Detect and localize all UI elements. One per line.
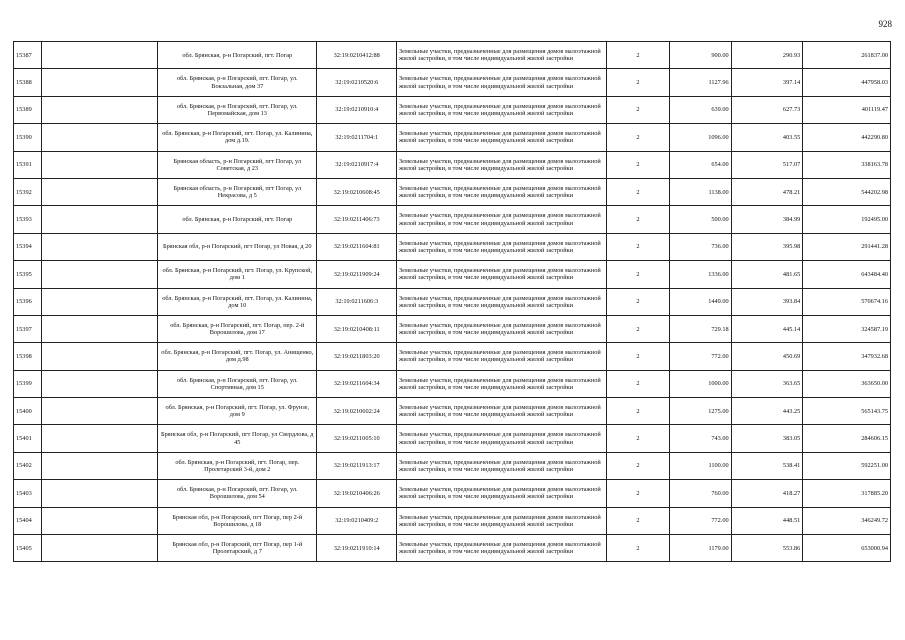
row-number-cell: 15393: [14, 206, 42, 233]
cadastral-value-cell: 570674.16: [803, 288, 891, 315]
empty-cell: [42, 480, 158, 507]
address-cell: обл. Брянская, р-н Погарский, пгт. Погар, ул. Вокзальная, дом 37: [158, 69, 317, 96]
address-cell: Брянская обл, р-н Погарский, пгт Погар, ул Свердлова, д 45: [158, 425, 317, 452]
table-row: [14, 151, 891, 178]
table-row: [14, 206, 891, 233]
row-number-cell: 15396: [14, 288, 42, 315]
category-cell: 2: [606, 370, 670, 397]
land-use-cell: Земельные участки, предназначенные для размещения домов малоэтажной жилой застройки, в том числе индивидуальной жилой застройки: [397, 480, 607, 507]
cadastral-number-cell: 32:19:0211606:3: [317, 288, 397, 315]
land-use-cell: Земельные участки, предназначенные для размещения домов малоэтажной жилой застройки, в том числе индивидуальной жилой застройки: [397, 42, 607, 69]
empty-cell: [42, 535, 158, 562]
rate-cell: 395.98: [731, 233, 803, 260]
address-cell: Брянская обл, р-н Погарский, пгт Погар, ул Новая, д 20: [158, 233, 317, 260]
rate-cell: 393.84: [731, 288, 803, 315]
category-cell: 2: [606, 178, 670, 205]
category-cell: 2: [606, 398, 670, 425]
area-cell: 1138.00: [670, 178, 731, 205]
category-cell: 2: [606, 96, 670, 123]
cadastral-value-cell: 261837.00: [803, 42, 891, 69]
cadastral-number-cell: 32:19:0211005:10: [317, 425, 397, 452]
empty-cell: [42, 343, 158, 370]
row-number-cell: 15392: [14, 178, 42, 205]
rate-cell: 397.14: [731, 69, 803, 96]
land-use-cell: Земельные участки, предназначенные для размещения домов малоэтажной жилой застройки, в том числе индивидуальной жилой застройки: [397, 315, 607, 342]
rate-cell: 553.86: [731, 535, 803, 562]
land-use-cell: Земельные участки, предназначенные для размещения домов малоэтажной жилой застройки, в том числе индивидуальной жилой застройки: [397, 261, 607, 288]
address-cell: обл. Брянская, р-н Погарский, пгт. Погар, ул. Крупской, дом 1: [158, 261, 317, 288]
table-row: [14, 425, 891, 452]
land-use-cell: Земельные участки, предназначенные для размещения домов малоэтажной жилой застройки, в том числе индивидуальной жилой застройки: [397, 96, 607, 123]
cadastral-value-cell: 544202.98: [803, 178, 891, 205]
area-cell: 772.00: [670, 343, 731, 370]
empty-cell: [42, 398, 158, 425]
address-cell: обл. Брянская, р-н Погарский, пгт. Погар, ул. Ворошилова, дом 54: [158, 480, 317, 507]
row-number-cell: 15400: [14, 398, 42, 425]
empty-cell: [42, 315, 158, 342]
cadastral-number-cell: 32:19:0211913:17: [317, 452, 397, 479]
cadastral-value-cell: 317885.20: [803, 480, 891, 507]
table-row: [14, 288, 891, 315]
category-cell: 2: [606, 151, 670, 178]
category-cell: 2: [606, 425, 670, 452]
empty-cell: [42, 370, 158, 397]
area-cell: 639.00: [670, 96, 731, 123]
category-cell: 2: [606, 206, 670, 233]
land-use-cell: Земельные участки, предназначенные для размещения домов малоэтажной жилой застройки, в том числе индивидуальной жилой застройки: [397, 425, 607, 452]
area-cell: 1000.00: [670, 370, 731, 397]
cadastral-number-cell: 32:19:0210520:6: [317, 69, 397, 96]
empty-cell: [42, 42, 158, 69]
cadastral-value-cell: 653000.94: [803, 535, 891, 562]
category-cell: 2: [606, 42, 670, 69]
cadastral-value-cell: 401119.47: [803, 96, 891, 123]
cadastral-number-cell: 32:19:0210910:4: [317, 96, 397, 123]
table-row: [14, 261, 891, 288]
category-cell: 2: [606, 315, 670, 342]
rate-cell: 384.99: [731, 206, 803, 233]
cadastral-number-cell: 32:19:0211803:20: [317, 343, 397, 370]
table-body: [14, 42, 891, 562]
land-use-cell: Земельные участки, предназначенные для размещения домов малоэтажной жилой застройки, в том числе индивидуальной жилой застройки: [397, 124, 607, 151]
row-number-cell: 15404: [14, 507, 42, 534]
category-cell: 2: [606, 535, 670, 562]
category-cell: 2: [606, 452, 670, 479]
category-cell: 2: [606, 288, 670, 315]
land-use-cell: Земельные участки, предназначенные для размещения домов малоэтажной жилой застройки, в том числе индивидуальной жилой застройки: [397, 233, 607, 260]
empty-cell: [42, 233, 158, 260]
rate-cell: 445.14: [731, 315, 803, 342]
address-cell: обл. Брянская, р-н Погарский, пгт. Погар, ул. Калинина, дом 10: [158, 288, 317, 315]
cadastral-number-cell: 32:19:0210608:45: [317, 178, 397, 205]
table-row: [14, 233, 891, 260]
category-cell: 2: [606, 261, 670, 288]
cadastral-value-cell: 643484.40: [803, 261, 891, 288]
category-cell: 2: [606, 480, 670, 507]
cadastral-value-cell: 291441.28: [803, 233, 891, 260]
address-cell: обл. Брянская, р-н Погарский, пгт. Погар, ул. Анищенко, дом д.98: [158, 343, 317, 370]
area-cell: 1100.00: [670, 452, 731, 479]
cadastral-number-cell: 32:19:0211604:81: [317, 233, 397, 260]
address-cell: Брянская обл, р-н Погарский, пгт Погар, пер 1-й Пролетарский, д 7: [158, 535, 317, 562]
row-number-cell: 15405: [14, 535, 42, 562]
table-row: [14, 452, 891, 479]
rate-cell: 443.25: [731, 398, 803, 425]
table-row: [14, 178, 891, 205]
row-number-cell: 15387: [14, 42, 42, 69]
land-use-cell: Земельные участки, предназначенные для размещения домов малоэтажной жилой застройки, в том числе индивидуальной жилой застройки: [397, 535, 607, 562]
address-cell: Брянская область, р-н Погарский, пгт Погар, ул Некрасова, д 5: [158, 178, 317, 205]
empty-cell: [42, 507, 158, 534]
table-row: [14, 535, 891, 562]
row-number-cell: 15388: [14, 69, 42, 96]
area-cell: 500.00: [670, 206, 731, 233]
table-row: [14, 343, 891, 370]
empty-cell: [42, 261, 158, 288]
row-number-cell: 15402: [14, 452, 42, 479]
area-cell: 772.00: [670, 507, 731, 534]
cadastral-number-cell: 32:19:0210602:24: [317, 398, 397, 425]
table-row: [14, 480, 891, 507]
empty-cell: [42, 425, 158, 452]
land-use-cell: Земельные участки, предназначенные для размещения домов малоэтажной жилой застройки, в том числе индивидуальной жилой застройки: [397, 398, 607, 425]
row-number-cell: 15389: [14, 96, 42, 123]
area-cell: 1275.00: [670, 398, 731, 425]
address-cell: обл. Брянская, р-н Погарский, пгт. Погар: [158, 42, 317, 69]
rate-cell: 290.93: [731, 42, 803, 69]
cadastral-value-cell: 565143.75: [803, 398, 891, 425]
table-row: [14, 42, 891, 69]
address-cell: обл. Брянская, р-н Погарский, пгт. Погар, ул. Фрунзе, дом 9: [158, 398, 317, 425]
cadastral-table: [13, 41, 891, 562]
category-cell: 2: [606, 124, 670, 151]
empty-cell: [42, 124, 158, 151]
table-row: [14, 124, 891, 151]
area-cell: 729.18: [670, 315, 731, 342]
cadastral-number-cell: 32:19:0211604:34: [317, 370, 397, 397]
empty-cell: [42, 178, 158, 205]
area-cell: 900.00: [670, 42, 731, 69]
category-cell: 2: [606, 507, 670, 534]
row-number-cell: 15403: [14, 480, 42, 507]
rate-cell: 363.65: [731, 370, 803, 397]
table-row: [14, 507, 891, 534]
cadastral-number-cell: 32:19:0210409:2: [317, 507, 397, 534]
empty-cell: [42, 151, 158, 178]
area-cell: 1179.00: [670, 535, 731, 562]
address-cell: Брянская область, р-н Погарский, пгт Погар, ул Советская, д 23: [158, 151, 317, 178]
cadastral-value-cell: 363650.00: [803, 370, 891, 397]
cadastral-value-cell: 192495.00: [803, 206, 891, 233]
row-number-cell: 15391: [14, 151, 42, 178]
land-use-cell: Земельные участки, предназначенные для размещения домов малоэтажной жилой застройки, в том числе индивидуальной жилой застройки: [397, 69, 607, 96]
rate-cell: 383.05: [731, 425, 803, 452]
cadastral-number-cell: 32:19:0210406:26: [317, 480, 397, 507]
cadastral-number-cell: 32:19:0211909:24: [317, 261, 397, 288]
cadastral-number-cell: 32:19:0211704:1: [317, 124, 397, 151]
table-row: [14, 315, 891, 342]
page-number: 928: [878, 19, 892, 29]
address-cell: Брянская обл, р-н Погарский, пгт Погар, пер 2-й Ворошилова, д 18: [158, 507, 317, 534]
area-cell: 743.00: [670, 425, 731, 452]
cadastral-value-cell: 284606.15: [803, 425, 891, 452]
cadastral-value-cell: 346249.72: [803, 507, 891, 534]
land-use-cell: Земельные участки, предназначенные для размещения домов малоэтажной жилой застройки, в том числе индивидуальной жилой застройки: [397, 343, 607, 370]
area-cell: 760.00: [670, 480, 731, 507]
empty-cell: [42, 69, 158, 96]
area-cell: 1449.00: [670, 288, 731, 315]
area-cell: 654.00: [670, 151, 731, 178]
rate-cell: 403.55: [731, 124, 803, 151]
category-cell: 2: [606, 69, 670, 96]
category-cell: 2: [606, 233, 670, 260]
table-row: [14, 96, 891, 123]
address-cell: обл. Брянская, р-н Погарский, пгт. Погар, ул. Первомайская, дом 13: [158, 96, 317, 123]
address-cell: обл. Брянская, р-н Погарский, пгт. Погар, пер. Пролетарский 3-й, дом 2: [158, 452, 317, 479]
cadastral-value-cell: 324587.19: [803, 315, 891, 342]
cadastral-value-cell: 592251.00: [803, 452, 891, 479]
cadastral-number-cell: 32:19:0210408:11: [317, 315, 397, 342]
empty-cell: [42, 288, 158, 315]
cadastral-value-cell: 347932.68: [803, 343, 891, 370]
area-cell: 1127.96: [670, 69, 731, 96]
rate-cell: 481.65: [731, 261, 803, 288]
row-number-cell: 15394: [14, 233, 42, 260]
land-use-cell: Земельные участки, предназначенные для размещения домов малоэтажной жилой застройки, в том числе индивидуальной жилой застройки: [397, 370, 607, 397]
land-use-cell: Земельные участки, предназначенные для размещения домов малоэтажной жилой застройки, в том числе индивидуальной жилой застройки: [397, 507, 607, 534]
cadastral-value-cell: 338163.78: [803, 151, 891, 178]
land-use-cell: Земельные участки, предназначенные для размещения домов малоэтажной жилой застройки, в том числе индивидуальной жилой застройки: [397, 206, 607, 233]
rate-cell: 627.73: [731, 96, 803, 123]
rate-cell: 538.41: [731, 452, 803, 479]
empty-cell: [42, 452, 158, 479]
land-use-cell: Земельные участки, предназначенные для размещения домов малоэтажной жилой застройки, в том числе индивидуальной жилой застройки: [397, 178, 607, 205]
land-use-cell: Земельные участки, предназначенные для размещения домов малоэтажной жилой застройки, в том числе индивидуальной жилой застройки: [397, 288, 607, 315]
address-cell: обл. Брянская, р-н Погарский, пгт. Погар, ул. Спортивная, дом 15: [158, 370, 317, 397]
row-number-cell: 15397: [14, 315, 42, 342]
rate-cell: 418.27: [731, 480, 803, 507]
rate-cell: 517.07: [731, 151, 803, 178]
rate-cell: 478.21: [731, 178, 803, 205]
cadastral-number-cell: 32:19:0211910:14: [317, 535, 397, 562]
land-use-cell: Земельные участки, предназначенные для размещения домов малоэтажной жилой застройки, в том числе индивидуальной жилой застройки: [397, 452, 607, 479]
land-use-cell: Земельные участки, предназначенные для размещения домов малоэтажной жилой застройки, в том числе индивидуальной жилой застройки: [397, 151, 607, 178]
empty-cell: [42, 206, 158, 233]
cadastral-number-cell: 32:19:0210412:88: [317, 42, 397, 69]
rate-cell: 448.51: [731, 507, 803, 534]
address-cell: обл. Брянская, р-н Погарский, пгт. Погар: [158, 206, 317, 233]
table-row: [14, 69, 891, 96]
category-cell: 2: [606, 343, 670, 370]
table-row: [14, 398, 891, 425]
cadastral-value-cell: 442290.80: [803, 124, 891, 151]
row-number-cell: 15399: [14, 370, 42, 397]
row-number-cell: 15390: [14, 124, 42, 151]
cadastral-number-cell: 32:19:0210917:4: [317, 151, 397, 178]
row-number-cell: 15401: [14, 425, 42, 452]
row-number-cell: 15395: [14, 261, 42, 288]
area-cell: 736.00: [670, 233, 731, 260]
cadastral-value-cell: 447958.03: [803, 69, 891, 96]
row-number-cell: 15398: [14, 343, 42, 370]
cadastral-number-cell: 32:19:0211406:73: [317, 206, 397, 233]
address-cell: обл. Брянская, р-н Погарский, пгт. Погар, ул. Калинина, дом д.19.: [158, 124, 317, 151]
area-cell: 1096.00: [670, 124, 731, 151]
empty-cell: [42, 96, 158, 123]
rate-cell: 450.69: [731, 343, 803, 370]
area-cell: 1336.00: [670, 261, 731, 288]
address-cell: обл. Брянская, р-н Погарский, пгт. Погар, пер. 2-й Ворошилова, дом 17: [158, 315, 317, 342]
table-row: [14, 370, 891, 397]
